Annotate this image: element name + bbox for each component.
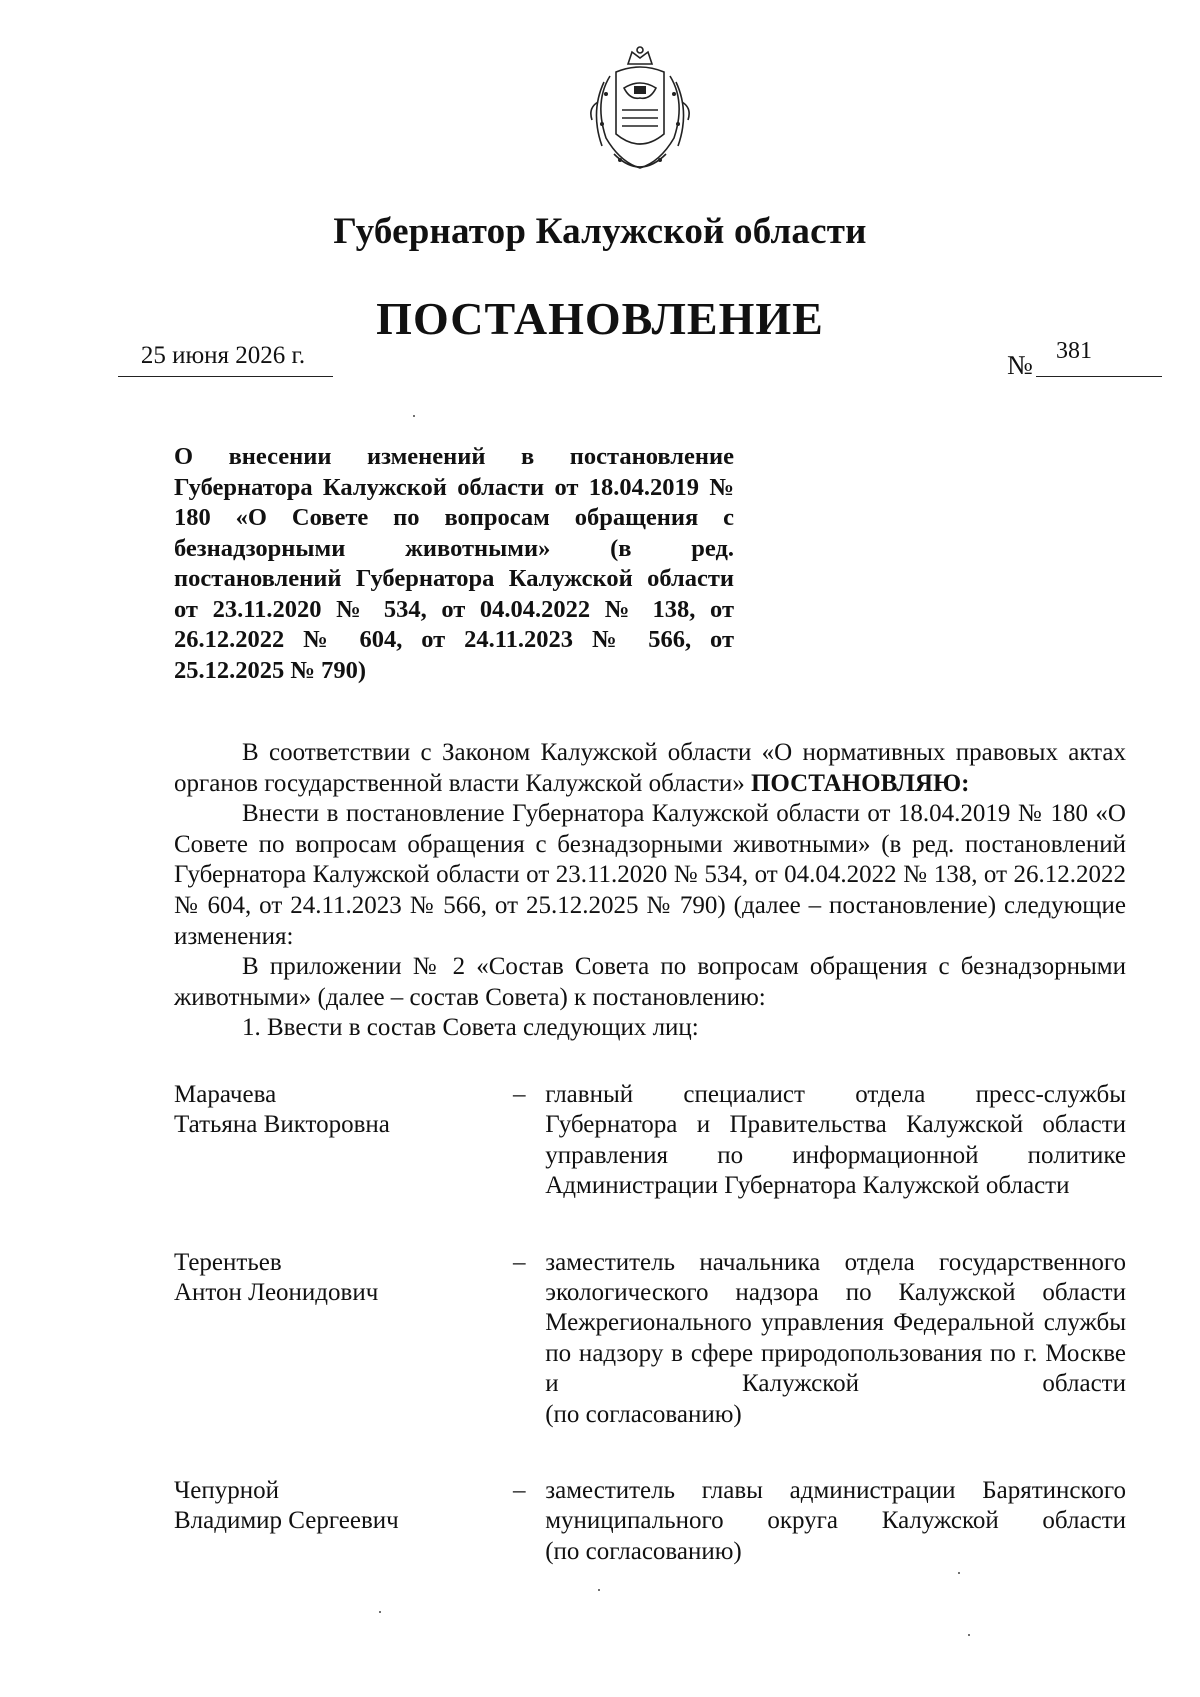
member-position-last: (по согласованию) — [545, 1400, 742, 1428]
document-date: 25 июня 2026 г. — [140, 342, 306, 369]
council-members-list — [174, 1080, 1126, 1613]
document-number: 381 — [1056, 338, 1092, 364]
member-given-names: Владимир Сергеевич — [174, 1507, 399, 1535]
member-entry — [174, 1080, 1126, 1202]
resolution-keyword: ПОСТАНОВЛЯЮ: — [750, 769, 970, 797]
member-given-names: Антон Леонидович — [174, 1279, 379, 1307]
member-entry — [174, 1248, 1126, 1430]
member-position — [545, 1248, 1126, 1430]
member-name — [174, 1080, 493, 1202]
member-position-text: заместитель начальника отдела государственного экологического надзора по Калужской области Межрегионального управления Федеральной службы по надзору в сфере природопользования по г. Москве и Калужской области — [545, 1248, 1126, 1398]
date-underline — [118, 376, 333, 377]
document-type: ПОСТАНОВЛЕНИЕ — [376, 293, 824, 344]
body-paragraph — [174, 738, 1126, 799]
scan-speck — [958, 1572, 960, 1574]
member-name — [174, 1248, 493, 1430]
scan-speck — [598, 1589, 600, 1591]
scan-speck — [379, 1611, 381, 1613]
coat-of-arms-emblem — [580, 42, 700, 182]
member-given-names: Татьяна Викторовна — [174, 1111, 390, 1139]
member-position-last: Администрации Губернатора Калужской области — [545, 1172, 1070, 1200]
number-sign: № — [1007, 350, 1033, 380]
member-position-text: заместитель главы администрации Барятинского муниципального округа Калужской области — [545, 1477, 1126, 1535]
member-position — [545, 1080, 1126, 1202]
scan-speck — [968, 1634, 970, 1636]
member-position-last: (по согласованию) — [545, 1537, 742, 1565]
member-surname: Терентьев — [174, 1248, 282, 1276]
member-position — [545, 1476, 1126, 1567]
member-name — [174, 1476, 493, 1567]
document-subject: О внесении изменений в постановление Губернатора Калужской области от 18.04.2019 № 180 «О Совете по вопросам обращения с безнадзорными животными» (в ред. постановлений Губернатора Калужской области от 23.11.2020 № 534, от 04.04.2022 № 138, от 26.12.2022 № 604, от 24.11.2023 № 566, от 25.12.2025 № 790) — [174, 443, 734, 684]
document-body — [174, 738, 1126, 1044]
number-underline — [1036, 376, 1162, 377]
member-surname: Марачева — [174, 1081, 277, 1108]
member-entry — [174, 1476, 1126, 1567]
member-position-text: главный специалист отдела пресс-службы Губернатора и Правительства Калужской области управления по информационной политике — [545, 1081, 1126, 1169]
scan-speck — [413, 415, 415, 417]
body-paragraph: В приложении № 2 «Состав Совета по вопросам обращения с безнадзорными животными» (далее – состав Совета) к постановлению: — [174, 953, 1126, 1011]
body-paragraph: Внести в постановление Губернатора Калужской области от 18.04.2019 № 180 «О Совете по вопросам обращения с безнадзорными животными» (в ред. постановлений Губернатора Калужской области от 23.11.2020 № 534, от 04.04.2022 № 138, от 26.12.2022 № 604, от 24.11.2023 № 566, от 25.12.2025 № 790) (далее – постановление) следующие изменения: — [174, 800, 1126, 950]
body-paragraph: 1. Ввести в состав Совета следующих лиц: — [242, 1014, 699, 1042]
member-dash: – — [513, 1081, 526, 1108]
member-dash: – — [513, 1248, 526, 1276]
member-dash: – — [513, 1477, 526, 1505]
member-surname: Чепурной — [174, 1477, 279, 1505]
body-paragraph-text: В соответствии с Законом Калужской области «О нормативных правовых актах органов государственной власти Калужской области» — [174, 739, 1126, 797]
authority-title: Губернатор Калужской области — [333, 211, 867, 252]
